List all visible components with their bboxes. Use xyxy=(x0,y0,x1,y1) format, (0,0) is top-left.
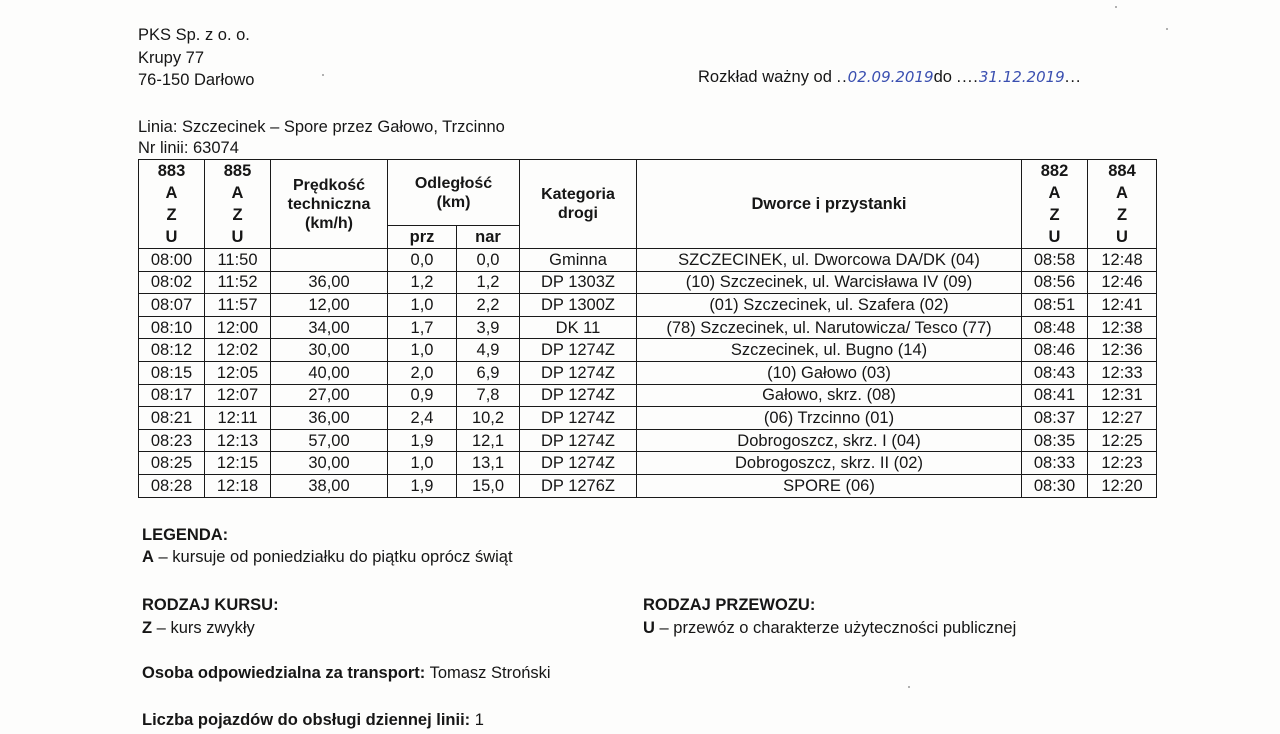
handwritten-date-from: 02.09.2019 xyxy=(847,68,934,86)
header-stops: Dworce i przystanki xyxy=(637,160,1022,249)
transport-type-u: U – przewóz o charakterze użyteczności publicznej xyxy=(643,619,1017,637)
cell-t883: 08:00 xyxy=(139,249,205,272)
cell-t885: 12:07 xyxy=(205,384,271,407)
responsible-person: Osoba odpowiedzialna za transport: Tomasz Stroński xyxy=(142,664,551,682)
scan-speck xyxy=(322,74,324,76)
cell-prz: 1,9 xyxy=(388,429,457,452)
company-name: PKS Sp. z o. o. xyxy=(138,26,250,44)
cell-stop: Szczecinek, ul. Bugno (14) xyxy=(637,339,1022,362)
header-run-884: 884 A Z U xyxy=(1088,160,1157,249)
header-distance: Odległość (km) xyxy=(388,160,520,226)
cell-prz: 1,9 xyxy=(388,474,457,497)
cell-prz: 1,0 xyxy=(388,452,457,475)
header-dist-prz: prz xyxy=(388,226,457,249)
cell-prz: 0,0 xyxy=(388,249,457,272)
table-row xyxy=(139,271,1157,294)
cell-t885: 11:52 xyxy=(205,271,271,294)
cell-t884: 12:20 xyxy=(1088,474,1157,497)
legend-a: A – kursuje od poniedziałku do piątku oprócz świąt xyxy=(142,548,513,566)
line-number: Nr linii: 63074 xyxy=(138,139,239,157)
company-street: Krupy 77 xyxy=(138,48,205,67)
cell-t885: 12:13 xyxy=(205,429,271,452)
header-speed: Prędkość techniczna (km/h) xyxy=(271,160,388,249)
cell-t883: 08:15 xyxy=(139,361,205,384)
cell-t882: 08:58 xyxy=(1022,249,1088,272)
cell-t882: 08:56 xyxy=(1022,271,1088,294)
cell-cat: DP 1274Z xyxy=(520,452,637,475)
cell-stop: (10) Gałowo (03) xyxy=(637,361,1022,384)
line-info xyxy=(138,117,505,159)
cell-t883: 08:25 xyxy=(139,452,205,475)
cell-t884: 12:23 xyxy=(1088,452,1157,475)
cell-t885: 12:18 xyxy=(205,474,271,497)
cell-t882: 08:30 xyxy=(1022,474,1088,497)
cell-t884: 12:25 xyxy=(1088,429,1157,452)
cell-speed: 27,00 xyxy=(271,384,388,407)
cell-t883: 08:28 xyxy=(139,474,205,497)
header-category: Kategoria drogi xyxy=(520,160,637,249)
timetable xyxy=(138,159,1157,498)
cell-stop: (10) Szczecinek, ul. Warcisława IV (09) xyxy=(637,271,1022,294)
cell-t884: 12:27 xyxy=(1088,407,1157,430)
cell-prz: 2,4 xyxy=(388,407,457,430)
table-row xyxy=(139,316,1157,339)
cell-t884: 12:41 xyxy=(1088,294,1157,317)
dots: .. xyxy=(836,68,848,86)
cell-cat: DP 1274Z xyxy=(520,339,637,362)
cell-t883: 08:10 xyxy=(139,316,205,339)
cell-nar: 12,1 xyxy=(457,429,520,452)
cell-t882: 08:41 xyxy=(1022,384,1088,407)
cell-stop: SZCZECINEK, ul. Dworcowa DA/DK (04) xyxy=(637,249,1022,272)
cell-t882: 08:43 xyxy=(1022,361,1088,384)
dots: .... xyxy=(956,68,979,86)
cell-cat: DP 1276Z xyxy=(520,474,637,497)
cell-nar: 3,9 xyxy=(457,316,520,339)
cell-nar: 6,9 xyxy=(457,361,520,384)
cell-speed: 40,00 xyxy=(271,361,388,384)
cell-nar: 15,0 xyxy=(457,474,520,497)
cell-stop: (78) Szczecinek, ul. Narutowicza/ Tesco (77) xyxy=(637,316,1022,339)
cell-nar: 13,1 xyxy=(457,452,520,475)
cell-t884: 12:38 xyxy=(1088,316,1157,339)
line-route: Linia: Szczecinek – Spore przez Gałowo, Trzcinno xyxy=(138,118,505,136)
course-type-z: Z – kurs zwykły xyxy=(142,619,255,637)
cell-t884: 12:36 xyxy=(1088,339,1157,362)
cell-stop: Dobrogoszcz, skrz. II (02) xyxy=(637,452,1022,475)
header-run-883: 883 A Z U xyxy=(139,160,205,249)
cell-t885: 11:50 xyxy=(205,249,271,272)
cell-t885: 12:00 xyxy=(205,316,271,339)
cell-speed: 30,00 xyxy=(271,452,388,475)
cell-t884: 12:31 xyxy=(1088,384,1157,407)
cell-t883: 08:17 xyxy=(139,384,205,407)
cell-speed: 34,00 xyxy=(271,316,388,339)
handwritten-date-to: 31.12.2019 xyxy=(978,68,1065,86)
table-row xyxy=(139,361,1157,384)
cell-nar: 1,2 xyxy=(457,271,520,294)
header-run-882: 882 A Z U xyxy=(1022,160,1088,249)
cell-t883: 08:12 xyxy=(139,339,205,362)
cell-stop: (06) Trzcinno (01) xyxy=(637,407,1022,430)
cell-t884: 12:46 xyxy=(1088,271,1157,294)
cell-cat: DP 1274Z xyxy=(520,429,637,452)
cell-nar: 0,0 xyxy=(457,249,520,272)
cell-t883: 08:21 xyxy=(139,407,205,430)
cell-t885: 12:15 xyxy=(205,452,271,475)
cell-speed: 12,00 xyxy=(271,294,388,317)
cell-t885: 11:57 xyxy=(205,294,271,317)
cell-speed: 36,00 xyxy=(271,407,388,430)
cell-cat: Gminna xyxy=(520,249,637,272)
cell-t882: 08:51 xyxy=(1022,294,1088,317)
cell-speed: 38,00 xyxy=(271,474,388,497)
cell-prz: 1,0 xyxy=(388,294,457,317)
legend-title: LEGENDA: xyxy=(142,526,229,544)
cell-t885: 12:11 xyxy=(205,407,271,430)
timetable-body xyxy=(139,249,1157,498)
cell-cat: DP 1300Z xyxy=(520,294,637,317)
cell-prz: 0,9 xyxy=(388,384,457,407)
cell-stop: Gałowo, skrz. (08) xyxy=(637,384,1022,407)
cell-t883: 08:02 xyxy=(139,271,205,294)
cell-nar: 10,2 xyxy=(457,407,520,430)
cell-nar: 2,2 xyxy=(457,294,520,317)
company-city: 76-150 Darłowo xyxy=(138,71,255,89)
cell-t882: 08:35 xyxy=(1022,429,1088,452)
cell-prz: 1,2 xyxy=(388,271,457,294)
cell-t884: 12:48 xyxy=(1088,249,1157,272)
table-row xyxy=(139,249,1157,272)
vehicle-count: Liczba pojazdów do obsługi dziennej linii: 1 xyxy=(142,711,484,729)
cell-nar: 7,8 xyxy=(457,384,520,407)
header-run-885: 885 A Z U xyxy=(205,160,271,249)
cell-speed xyxy=(271,249,388,272)
cell-cat: DP 1303Z xyxy=(520,271,637,294)
scan-speck xyxy=(908,686,910,688)
scan-speck xyxy=(1166,28,1168,30)
cell-prz: 1,7 xyxy=(388,316,457,339)
cell-cat: DP 1274Z xyxy=(520,407,637,430)
company-address xyxy=(138,24,254,92)
header-dist-nar: nar xyxy=(457,226,520,249)
course-type-title: RODZAJ KURSU: xyxy=(142,596,279,614)
cell-speed: 57,00 xyxy=(271,429,388,452)
cell-stop: (01) Szczecinek, ul. Szafera (02) xyxy=(637,294,1022,317)
cell-t882: 08:33 xyxy=(1022,452,1088,475)
table-row xyxy=(139,452,1157,475)
cell-t882: 08:48 xyxy=(1022,316,1088,339)
dots: ... xyxy=(1064,68,1082,86)
cell-t883: 08:07 xyxy=(139,294,205,317)
table-row xyxy=(139,384,1157,407)
cell-stop: SPORE (06) xyxy=(637,474,1022,497)
cell-t885: 12:05 xyxy=(205,361,271,384)
cell-speed: 36,00 xyxy=(271,271,388,294)
validity-line xyxy=(698,68,1082,87)
cell-prz: 2,0 xyxy=(388,361,457,384)
scan-speck xyxy=(1115,6,1117,8)
cell-cat: DK 11 xyxy=(520,316,637,339)
cell-nar: 4,9 xyxy=(457,339,520,362)
validity-to-label: do xyxy=(933,68,957,86)
cell-stop: Dobrogoszcz, skrz. I (04) xyxy=(637,429,1022,452)
cell-speed: 30,00 xyxy=(271,339,388,362)
transport-type-title: RODZAJ PRZEWOZU: xyxy=(643,596,816,614)
table-row xyxy=(139,294,1157,317)
cell-t885: 12:02 xyxy=(205,339,271,362)
table-row xyxy=(139,429,1157,452)
cell-cat: DP 1274Z xyxy=(520,384,637,407)
cell-t883: 08:23 xyxy=(139,429,205,452)
cell-prz: 1,0 xyxy=(388,339,457,362)
cell-cat: DP 1274Z xyxy=(520,361,637,384)
table-row xyxy=(139,474,1157,497)
table-row xyxy=(139,339,1157,362)
table-row xyxy=(139,407,1157,430)
cell-t884: 12:33 xyxy=(1088,361,1157,384)
validity-from-label: Rozkład ważny od xyxy=(698,68,837,86)
cell-t882: 08:37 xyxy=(1022,407,1088,430)
cell-t882: 08:46 xyxy=(1022,339,1088,362)
